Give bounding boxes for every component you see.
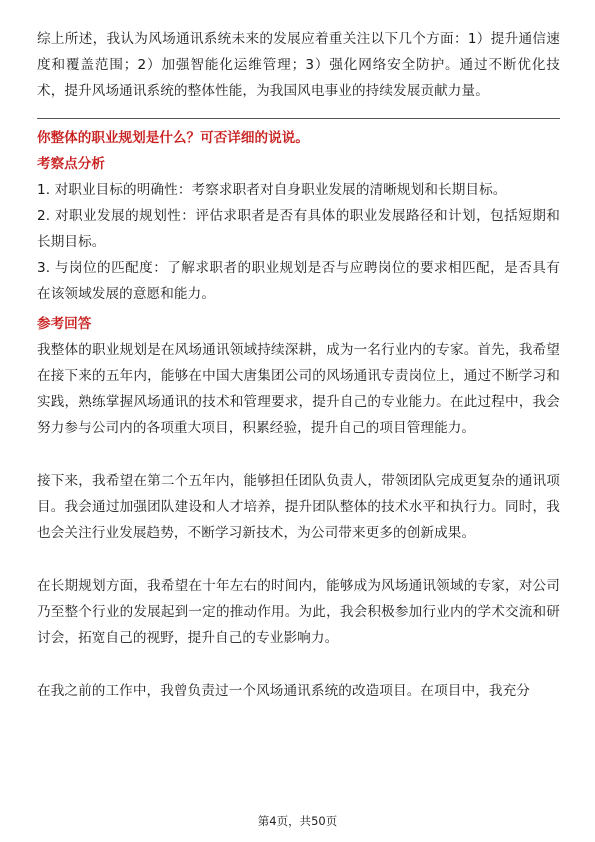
- analysis-item-1: 1. 对职业目标的明确性：考察求职者对自身职业发展的清晰规划和长期目标。: [37, 182, 507, 198]
- page-content: [37, 26, 560, 704]
- answer-paragraph-4: 在我之前的工作中，我曾负责过一个风场通讯系统的改造项目。在项目中，我充分: [37, 683, 530, 699]
- page-number-footer: 第4页，共50页: [257, 814, 338, 828]
- analysis-item-2: 2. 对职业发展的规划性：评估求职者是否有具体的职业发展路径和计划，包括短期和长期目标。: [37, 208, 560, 250]
- answer-title: 参考回答: [37, 316, 92, 332]
- interview-question: 你整体的职业规划是什么？可否详细的说说。: [37, 130, 309, 146]
- analysis-item-3: 3. 与岗位的匹配度：了解求职者的职业规划是否与应聘岗位的要求相匹配，是否具有在该领域发展的意愿和能力。: [37, 260, 560, 302]
- answer-paragraph-3: 在长期规划方面，我希望在十年左右的时间内，能够成为风场通讯领域的专家，对公司乃至整个行业的发展起到一定的推动作用。为此，我会积极参加行业内的学术交流和研讨会，拓宽自己的视野，提升自己的专业影响力。: [37, 578, 560, 646]
- answer-paragraph-1: 我整体的职业规划是在风场通讯领域持续深耕，成为一名行业内的专家。首先，我希望在接下来的五年内，能够在中国大唐集团公司的风场通讯专责岗位上，通过不断学习和实践，熟练掌握风场通讯的技术和管理要求，提升自己的专业能力。在此过程中，我会努力参与公司内的各项重大项目，积累经验，提升自己的项目管理能力。: [37, 342, 560, 436]
- section-divider: [37, 118, 560, 119]
- answer-paragraph-2: 接下来，我希望在第二个五年内，能够担任团队负责人，带领团队完成更复杂的通讯项目。我会通过加强团队建设和人才培养，提升团队整体的技术水平和执行力。同时，我也会关注行业发展趋势，不断学习新技术，为公司带来更多的创新成果。: [37, 473, 560, 541]
- analysis-title: 考察点分析: [37, 156, 105, 172]
- intro-paragraph: 综上所述，我认为风场通讯系统未来的发展应着重关注以下几个方面：1）提升通信速度和覆盖范围；2）加强智能化运维管理；3）强化网络安全防护。通过不断优化技术，提升风场通讯系统的整体性能，为我国风电事业的持续发展贡献力量。: [37, 31, 560, 99]
